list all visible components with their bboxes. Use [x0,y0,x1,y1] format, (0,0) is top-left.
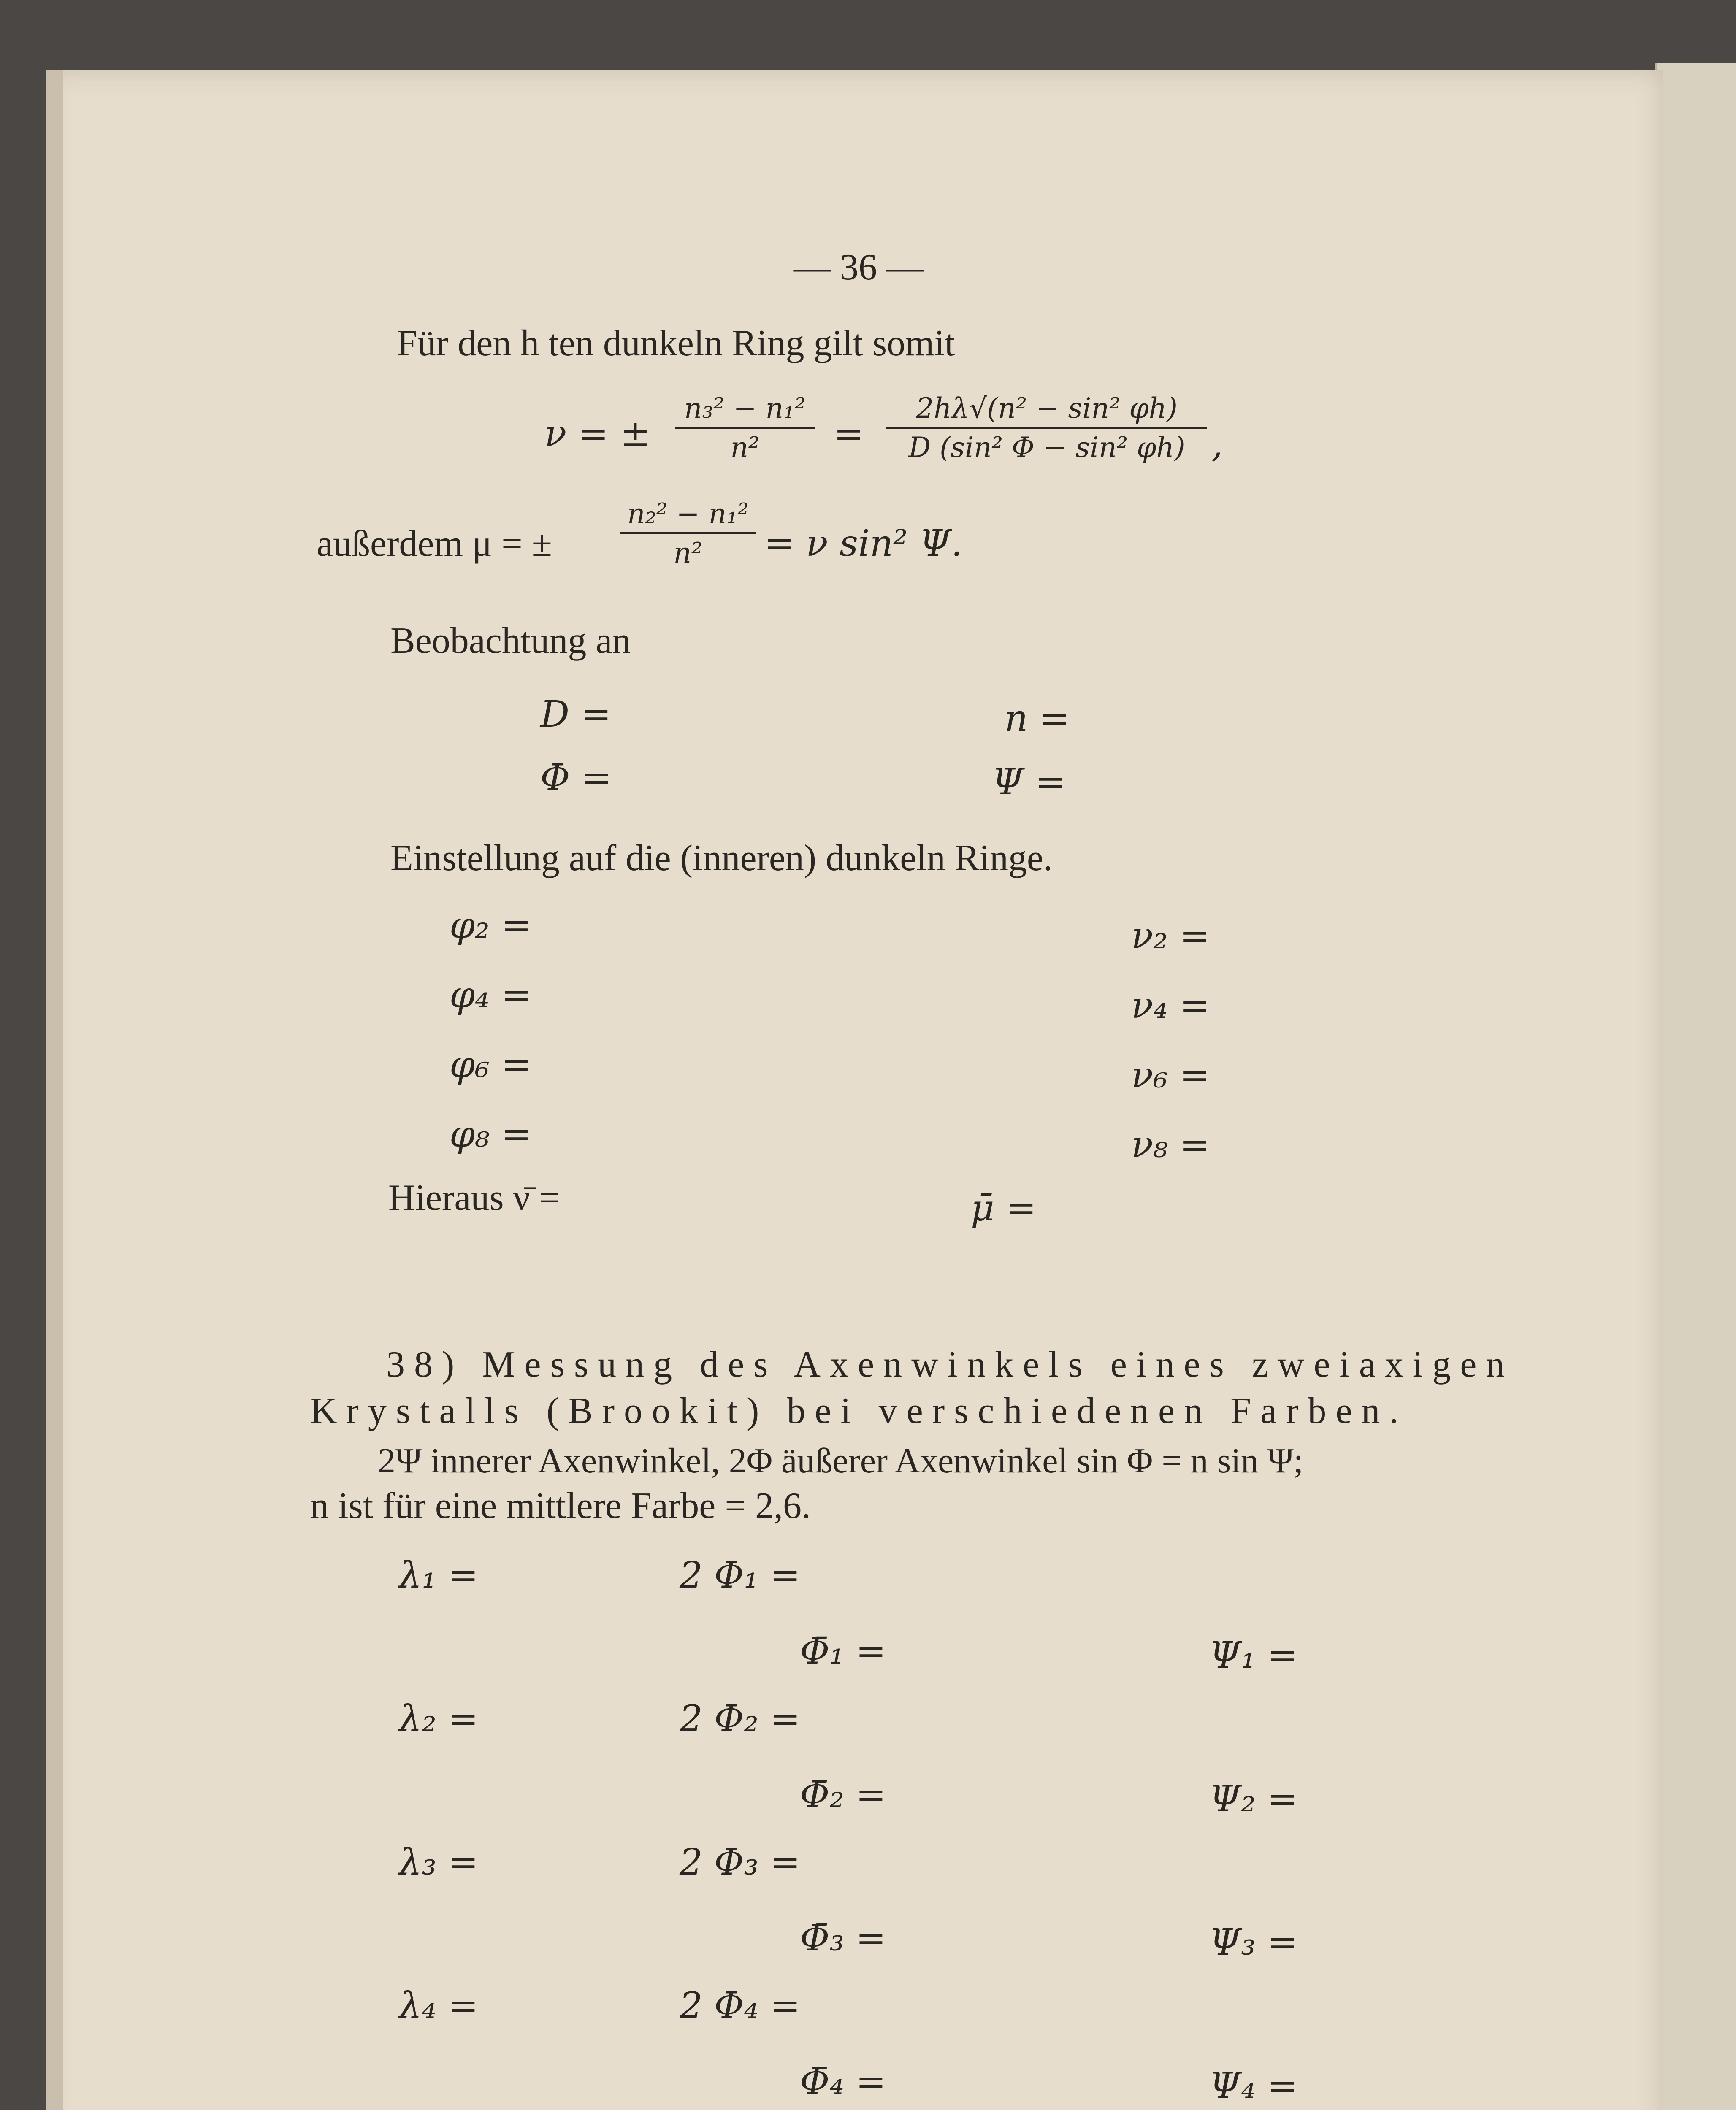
obs-Psi: Ψ = [992,761,1066,803]
mu-fraction-numerator: n₂² − n₁² [627,498,749,530]
result-nu-bar: Hieraus ν̄ = [388,1177,561,1218]
nu-fraction-1-denominator: n² [730,431,760,464]
nu-fraction-2-denominator: D (sin² Φ − sin² φh) [908,431,1185,464]
section-38-description-line2: n ist für eine mittlere Farbe = 2,6. [310,1485,811,1526]
lambda-4: λ₄ = [399,1985,479,2027]
intro-line: Für den h ten dunkeln Ring gilt somit [397,323,955,364]
section-38-heading-line2: Krystalls (Brookit) bei verschiedenen Farben. [310,1390,1408,1431]
phi-bar-2: Φ̄₂ = [800,1774,886,1816]
phi-bar-3: Φ̄₃ = [800,1917,886,1959]
psi-2: Ψ₂ = [1209,1778,1298,1820]
section-38-description-line1: 2Ψ innerer Axenwinkel, 2Φ äußerer Axenwinkel sin Φ = n sin Ψ; [378,1441,1304,1480]
nu-fraction-2-numerator: 2hλ√(n² − sin² φh) [916,392,1178,425]
phi-bar-4: Φ̄₄ = [800,2061,886,2103]
nu-formula-equals: = [834,413,864,455]
nu-formula-lhs: ν = ± [544,413,651,455]
mu-formula-rhs: = ν sin² Ψ. [764,522,963,565]
observation-label: Beobachtung an [390,620,631,661]
two-phi-4: 2 Φ₄ = [680,1985,801,2027]
next-page-edge [1655,63,1736,2110]
settings-label: Einstellung auf die (inneren) dunkeln Ringe. [390,838,1053,879]
obs-n: n = [1005,698,1070,740]
ring-phi-2: φ₂ = [450,904,532,947]
psi-4: Ψ₄ = [1209,2065,1298,2107]
two-phi-3: 2 Φ₃ = [680,1841,801,1883]
ring-nu-6: ν₆ = [1131,1054,1210,1096]
psi-3: Ψ₃ = [1209,1921,1298,1964]
phi-bar-1: Φ̄₁ = [800,1630,886,1672]
result-mu-bar: μ̄ = [971,1187,1037,1229]
page-spine-shadow [46,70,63,2110]
nu-formula-comma: , [1211,423,1223,465]
two-phi-1: 2 Φ₁ = [680,1554,801,1596]
ring-phi-8: φ₈ = [450,1113,532,1155]
lambda-3: λ₃ = [399,1841,479,1883]
mu-fraction [620,500,756,567]
ring-nu-4: ν₄ = [1131,985,1210,1027]
ring-nu-8: ν₈ = [1131,1124,1210,1166]
ring-nu-2: ν₂ = [1131,915,1210,957]
ring-phi-4: φ₄ = [450,974,532,1016]
nu-fraction-1-numerator: n₃² − n₁² [684,392,806,425]
obs-D: D = [540,693,612,736]
nu-fraction-1 [675,392,815,464]
section-38-heading-line1: 38) Messung des Axenwinkels eines zweiaxigen [386,1344,1514,1385]
page-number: — 36 — [794,247,924,288]
psi-1: Ψ₁ = [1209,1634,1298,1677]
mu-formula-lhs: außerdem μ = ± [317,523,552,564]
ring-phi-6: φ₆ = [450,1044,532,1086]
two-phi-2: 2 Φ₂ = [680,1698,801,1740]
mu-fraction-denominator: n² [673,537,703,569]
lambda-1: λ₁ = [399,1554,479,1596]
nu-fraction-2 [886,392,1207,464]
lambda-2: λ₂ = [399,1698,479,1740]
obs-Phi: Φ = [540,757,612,799]
